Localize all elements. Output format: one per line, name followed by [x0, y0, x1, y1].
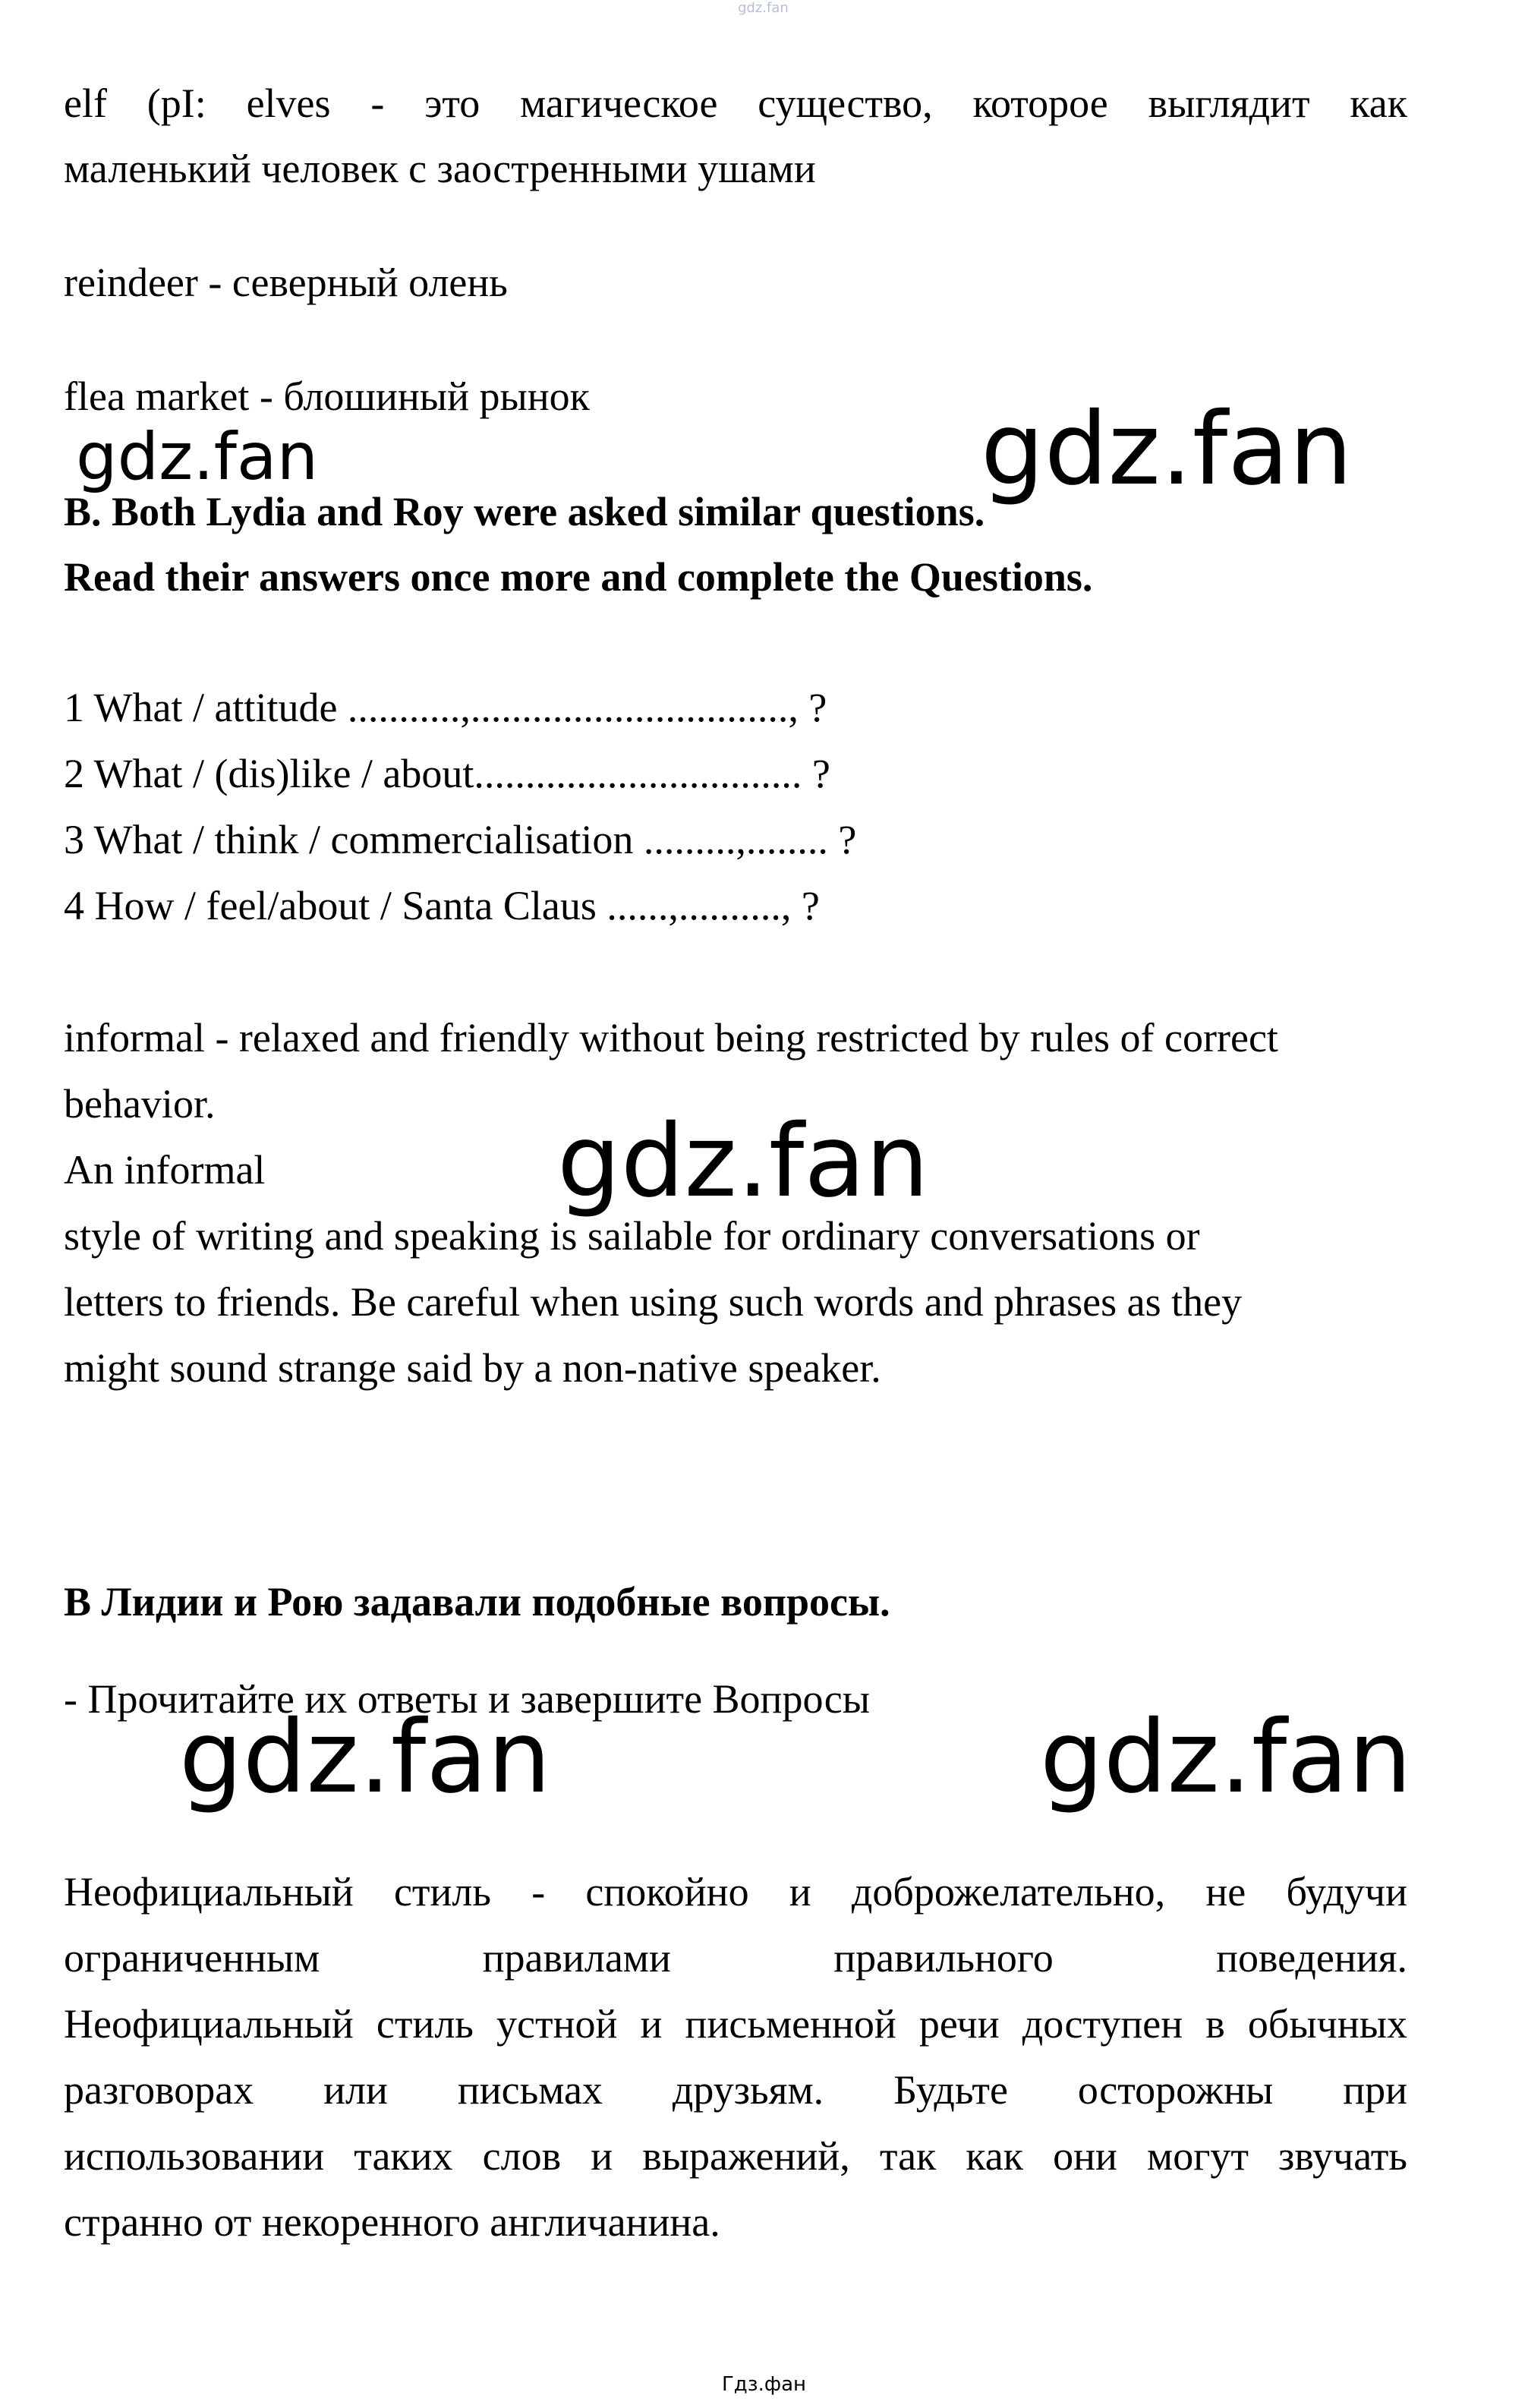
translation-line-5: использовании таких слов и выражений, так как они могут звучать [64, 2133, 1407, 2179]
question-2: 2 What / (dis)like / about................................ ? [64, 751, 830, 796]
watermark-4: gdz.fan [179, 1699, 551, 1816]
translation-line-1: Неофициальный стиль - спокойно и доброжелательно, не будучи [64, 1869, 1407, 1915]
question-3: 3 What / think / commercialisation .........,........ ? [64, 817, 857, 862]
vocab-elf-line2: маленький человек с заостренными ушами [64, 146, 816, 191]
task-b-heading-line2: Read their answers once more and complete the Questions. [64, 554, 1093, 600]
informal-line-1: informal - relaxed and friendly without being restricted by rules of correct [64, 1015, 1278, 1061]
watermark-1: gdz.fan [76, 419, 319, 495]
informal-line-4: style of writing and speaking is sailable for ordinary conversations or [64, 1213, 1200, 1259]
watermark-5: gdz.fan [1040, 1699, 1412, 1816]
watermark-3: gdz.fan [557, 1103, 929, 1220]
translation-heading: В Лидии и Рою задавали подобные вопросы. [64, 1579, 890, 1625]
informal-line-2: behavior. [64, 1081, 216, 1127]
watermark-2: gdz.fan [981, 391, 1353, 508]
vocab-elf-line1: elf (pI: elves - это магическое существо, которое выглядит как [64, 80, 1407, 126]
page-footer: Гдз.фан [721, 2373, 807, 2396]
translation-line-4: разговорах или письмах друзьям. Будьте осторожны при [64, 2067, 1407, 2113]
informal-line-6: might sound strange said by a non-native speaker. [64, 1345, 881, 1391]
question-1: 1 What / attitude ...........,..............................., ? [64, 685, 827, 730]
translation-line-6: странно от некоренного англичанина. [64, 2199, 720, 2245]
translation-line-3: Неофициальный стиль устной и письменной речи доступен в обычных [64, 2001, 1407, 2047]
vocab-flea-market: flea market - блошиный рынок [64, 373, 590, 419]
question-4: 4 How / feel/about / Santa Claus ......,.........., ? [64, 883, 820, 928]
translation-subheading: - Прочитайте их ответы и завершите Вопросы [64, 1676, 871, 1722]
vocab-reindeer: reindeer - северный олень [64, 260, 508, 305]
informal-line-3: An informal [64, 1147, 266, 1193]
informal-line-5: letters to friends. Be careful when using such words and phrases as they [64, 1279, 1243, 1325]
task-b-heading-line1: B. Both Lydia and Roy were asked similar questions. [64, 489, 985, 534]
translation-line-2: ограниченным правилами правильного поведения. [64, 1935, 1407, 1981]
top-watermark: gdz.fan [738, 0, 789, 16]
